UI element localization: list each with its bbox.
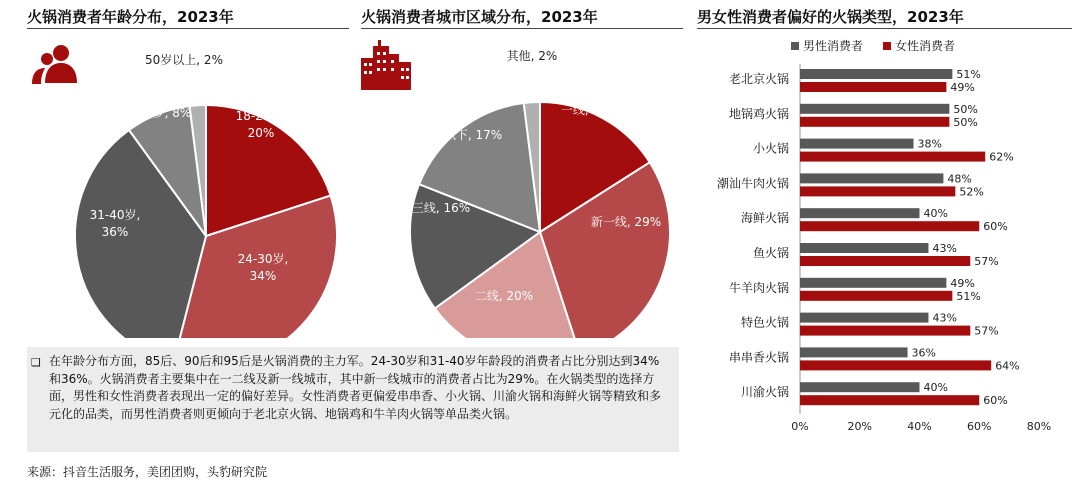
bar-male-6 (800, 243, 928, 253)
age-pie-chart (20, 38, 360, 338)
bar-category-label-8: 特色火锅 (740, 315, 789, 330)
bar-x-tick-2: 20% (847, 420, 872, 433)
gender-panel-title: 男女性消费者偏好的火锅类型，2023年 (697, 8, 964, 26)
bar-x-tick-1: 0% (791, 420, 809, 433)
bar-value-label-male-3: 38% (917, 137, 942, 151)
pie-city-slice-label-6: 其他, 2% (506, 49, 558, 63)
bar-male-4 (800, 173, 943, 183)
bar-value-label-male-4: 48% (947, 172, 972, 186)
pie-age-slice-label-3: 31-40岁, 36% (89, 208, 141, 239)
summary-note-text: 在年龄分布方面，85后、90后和95后是火锅消费的主力军。24-30岁和31-40岁年龄段的消费者占比分别达到34%和36%。火锅消费者主要集中在一二线及新一线城市，其中新一线城市的消费者占比为29%。在火锅类型的选择方面，男性和女性消费者表现出一定的偏好差异。女性消费者更偏爱串串香、小火锅、川渝火锅和海鲜火锅等精致和多元化的品类，而男性消费者则更倾向于老北京火锅、地锅鸡和牛羊肉火锅等单品类火锅。 (49, 354, 662, 421)
bar-female-2 (800, 117, 949, 127)
bar-x-tick-4: 60% (967, 420, 992, 433)
pie-age-slice-label-2: 24-30岁, 34% (237, 252, 289, 283)
bar-male-8 (800, 313, 928, 323)
bar-value-label-male-1: 51% (956, 68, 981, 81)
age-title-underline (27, 28, 349, 29)
pie-age-slice-label-5: 50岁以上, 2% (145, 53, 223, 67)
bar-female-3 (800, 152, 985, 162)
pie-city-slice-label-5: 三线以下, 17% (419, 128, 503, 142)
bar-value-label-female-3: 62% (989, 150, 1014, 164)
gender-title-underline (697, 28, 1072, 29)
bar-value-label-female-5: 60% (983, 220, 1008, 234)
bar-category-label-10: 川渝火锅 (740, 385, 789, 400)
bar-category-label-7: 牛羊肉火锅 (728, 280, 789, 295)
bar-female-5 (800, 221, 979, 231)
bar-male-2 (800, 104, 949, 114)
bar-male-10 (800, 382, 920, 392)
bar-female-4 (800, 186, 955, 196)
city-panel-title: 火锅消费者城市区域分布，2023年 (361, 8, 598, 26)
legend-swatch-female (883, 42, 891, 50)
bar-value-label-male-9: 36% (911, 346, 937, 360)
gender-bar-chart (697, 36, 1077, 456)
bar-female-6 (800, 256, 970, 266)
bar-female-10 (800, 395, 979, 405)
bar-value-label-male-2: 50% (953, 102, 978, 116)
city-pie-chart (355, 38, 685, 338)
bar-category-label-9: 串串香火锅 (728, 350, 789, 365)
city-title-underline (361, 28, 683, 29)
age-panel-title: 火锅消费者年龄分布，2023年 (27, 8, 234, 26)
bar-category-label-2: 地锅鸡火锅 (728, 106, 789, 121)
legend-swatch-male (791, 42, 799, 50)
legend-label-male: 男性消费者 (803, 39, 864, 53)
bar-male-9 (800, 347, 908, 357)
bar-male-5 (800, 208, 920, 218)
pie-city-slice-label-4: 三线, 16% (411, 201, 471, 215)
bar-x-tick-3: 40% (907, 420, 932, 433)
bar-x-tick-5: 80% (1026, 420, 1052, 433)
bar-category-label-4: 潮汕牛肉火锅 (716, 176, 789, 191)
users-icon (32, 45, 77, 84)
pie-age-slice-label-1: 18-23岁, 20% (235, 109, 287, 140)
bar-category-label-5: 海鲜火锅 (740, 211, 789, 226)
city-buildings-icon (361, 40, 411, 90)
bar-value-label-female-9: 64% (995, 359, 1020, 373)
bar-value-label-female-6: 57% (974, 255, 999, 268)
bar-value-label-female-1: 49% (950, 81, 975, 94)
bar-female-7 (800, 291, 952, 301)
bar-value-label-male-7: 49% (950, 276, 975, 290)
bar-value-label-female-10: 60% (983, 394, 1008, 408)
source-line: 来源：抖音生活服务，美团团购，头豹研究院 (27, 465, 268, 479)
bar-category-label-3: 小火锅 (752, 141, 789, 156)
bar-male-3 (800, 139, 914, 149)
pie-city-slice-label-1: 一线, 16% (560, 103, 620, 117)
bar-category-label-6: 鱼火锅 (752, 246, 789, 260)
bar-value-label-male-6: 43% (932, 242, 957, 255)
pie-city-slice-label-2: 新一线, 29% (590, 215, 662, 229)
bar-female-9 (800, 360, 991, 370)
legend-label-female: 女性消费者 (895, 39, 956, 53)
note-bullet-icon: ❑ (31, 356, 41, 369)
bar-female-8 (800, 326, 970, 336)
bar-value-label-female-2: 50% (953, 115, 978, 129)
pie-city-slice-label-3: 二线, 20% (474, 289, 534, 303)
bar-value-label-female-7: 51% (956, 289, 981, 303)
bar-value-label-male-10: 40% (923, 381, 948, 395)
bar-male-1 (800, 69, 952, 79)
bar-category-label-1: 老北京火锅 (728, 72, 789, 86)
bar-male-7 (800, 278, 946, 288)
bar-female-1 (800, 82, 946, 92)
bar-value-label-male-5: 40% (923, 207, 948, 221)
summary-note-box (27, 347, 679, 452)
pie-age-slice-label-4: 41-50 岁, 8% (152, 89, 192, 120)
bar-value-label-male-8: 43% (932, 311, 957, 325)
bar-value-label-female-8: 57% (974, 324, 999, 338)
bar-value-label-female-4: 52% (959, 185, 984, 199)
